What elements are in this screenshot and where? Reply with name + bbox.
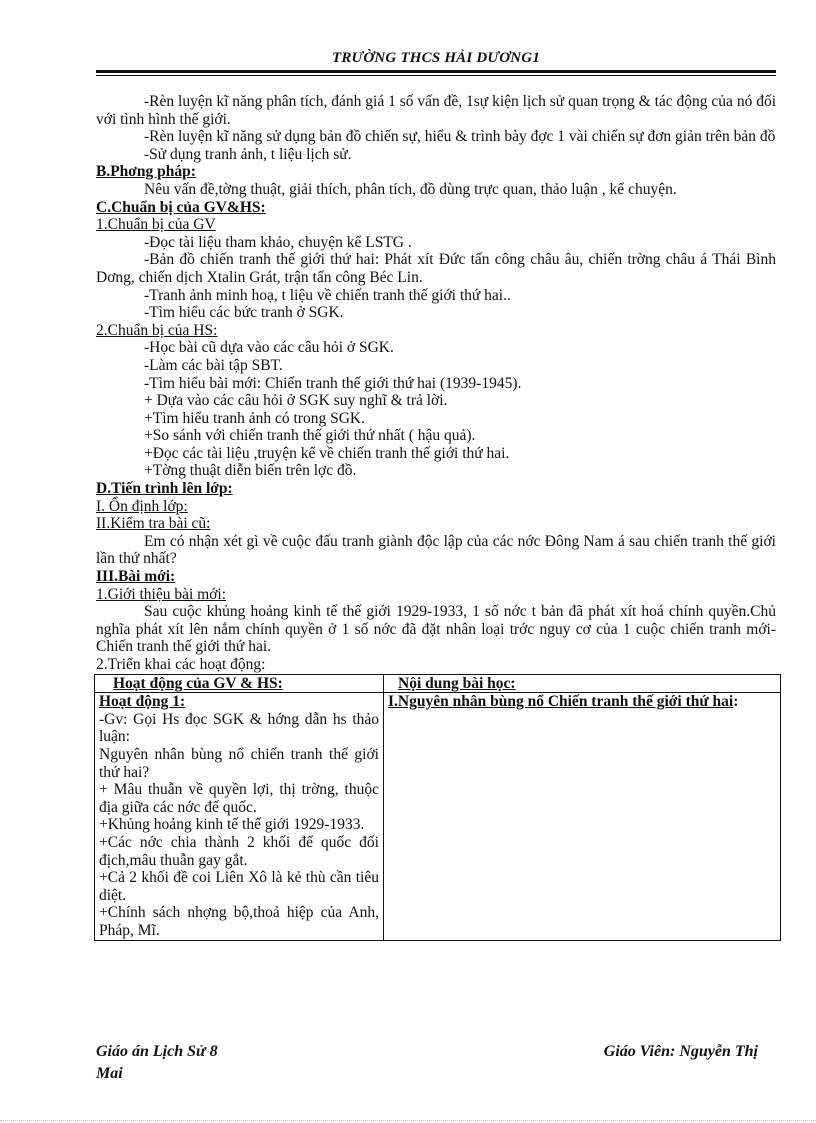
section-c-title: C.Chuẩn bị của GV&HS:	[96, 198, 266, 216]
gv-item: -Bản đồ chiến tranh thế giới thứ hai: Phát xít Đức tấn công châu âu, chiến trờng châu á Thái Bình Dơng, chiến dịch Xtalin Grát, trận tấn công Béc Lin.	[96, 251, 776, 286]
intro-lesson-title: 1.Giới thiệu bài mới:	[96, 585, 227, 603]
activity-line: +Cả 2 khối đề coi Liên Xô là kẻ thù cần tiêu diệt.	[99, 869, 379, 904]
hs-item: +So sánh với chiến tranh thế giới thứ nhất ( hậu quả).	[144, 427, 476, 445]
activity-line: +Khủng hoảng kinh tế thế giới 1929-1933.	[99, 816, 365, 834]
activity-line: +Chính sách nhợng bộ,thoả hiệp của Anh, Pháp, Mĩ.	[99, 904, 379, 939]
section-d-title: D.Tiến trình lên lớp:	[96, 480, 233, 498]
intro-lesson-text: Sau cuộc khủng hoảng kinh tế thế giới 1929-1933, 1 số nớc t bản đã phát xít hoá chính quyền.Chủ nghĩa phát xít lên nắm chính quyền ở 1 số nớc đã đặt nhân loại trớc nguy cơ của 1 cuộc chiến tranh mới-Chiến tranh thế giới thứ hai.	[96, 603, 776, 656]
intro-line: -Rèn luyện kĩ năng phân tích, đánh giá 1 số vấn đề, 1sự kiện lịch sử quan trọng & tác động của nó đối với tình hình thế giới.	[96, 93, 776, 128]
header-rule-thin	[96, 75, 776, 76]
table-header-row	[95, 674, 781, 693]
intro-line: -Sử dụng tranh ảnh, t liệu lịch sử.	[144, 145, 352, 163]
document-body	[96, 93, 776, 941]
check-question: Em có nhận xét gì về cuộc đấu tranh giành độc lập của các nớc Đông Nam á sau chiến tranh thế giới lần thứ nhất?	[96, 532, 776, 568]
hs-item: + Dựa vào các câu hỏi ở SGK suy nghĩ & trả lời.	[144, 392, 448, 410]
footer-right-cont: Mai	[96, 1065, 123, 1082]
activity-line: -Gv: Gọi Hs đọc SGK & hớng dẫn hs thảo luận:	[99, 710, 379, 746]
activity-title: Hoạt động 1:	[99, 693, 186, 711]
activity-line: +Các nớc chia thành 2 khối đế quốc đối địch,mâu thuẫn gay gắt.	[99, 833, 379, 869]
table-header-cell: Nội dung bài học:	[384, 674, 781, 693]
page-edge	[0, 1120, 816, 1121]
activity-line: + Mâu thuẫn về quyền lợi, thị trờng, thuộc địa giữa các nớc đế quốc.	[99, 781, 379, 816]
page-header: TRƯỜNG THCS HẢI DƯƠNG1	[331, 50, 541, 66]
footer-right: Giáo Viên: Nguyễn Thị	[603, 1043, 758, 1060]
gv-prep-title: 1.Chuẩn bị của GV	[96, 216, 216, 234]
table-header-cell: Hoạt động của GV & HS:	[95, 674, 384, 693]
gv-item: -Đọc tài liệu tham khảo, chuyện kể LSTG .	[144, 233, 412, 251]
content-cell	[384, 693, 781, 940]
step-1: I. Ổn định lớp:	[96, 497, 188, 515]
header-rule-thick	[96, 70, 776, 73]
activity-line: Nguyên nhân bùng nổ chiến tranh thế giới thứ hai?	[99, 745, 379, 781]
section-b-text: Nêu vấn đề,tờng thuật, giải thích, phân tích, đồ dùng trực quan, thảo luận , kể chuyện.	[144, 180, 677, 198]
section-b-title: B.Phơng pháp:	[96, 163, 196, 181]
step-2: II.Kiểm tra bài cũ:	[96, 515, 211, 533]
footer-left: Giáo án Lịch Sử 8	[96, 1043, 218, 1060]
hs-item: -Làm các bài tập SBT.	[144, 356, 283, 374]
hs-item: -Tìm hiểu bài mới: Chiến tranh thế giới thứ hai (1939-1945).	[144, 374, 522, 392]
hs-item: +Tìm hiểu tranh ảnh có trong SGK.	[144, 409, 365, 427]
hs-item: +Tờng thuật diễn biến trên lợc đồ.	[144, 462, 357, 480]
step-3: III.Bài mới:	[96, 568, 176, 586]
activities-title: 2.Triển khai các hoạt động:	[96, 656, 266, 673]
table-row	[95, 693, 781, 940]
hs-prep-title: 2.Chuẩn bị của HS:	[96, 321, 218, 339]
activity-cell	[95, 693, 384, 940]
activity-table	[94, 674, 781, 941]
intro-line: -Rèn luyện kĩ năng sử dụng bản đồ chiến sự, hiểu & trình bày đợc 1 vài chiến sự đơn giản trên bản đồ	[144, 128, 776, 146]
gv-item: -Tìm hiểu các bức tranh ở SGK.	[144, 304, 344, 322]
gv-item: -Tranh ảnh minh hoạ, t liệu về chiến tranh thế giới thứ hai..	[144, 286, 511, 304]
hs-item: -Học bài cũ dựa vào các câu hỏi ở SGK.	[144, 339, 394, 357]
content-title: I.Nguyên nhân bùng nổ Chiến tranh thế giới thứ hai:	[388, 693, 739, 711]
hs-item: +Đọc các tài liệu ,truyện kể về chiến tranh thế giới thứ hai.	[144, 444, 510, 462]
